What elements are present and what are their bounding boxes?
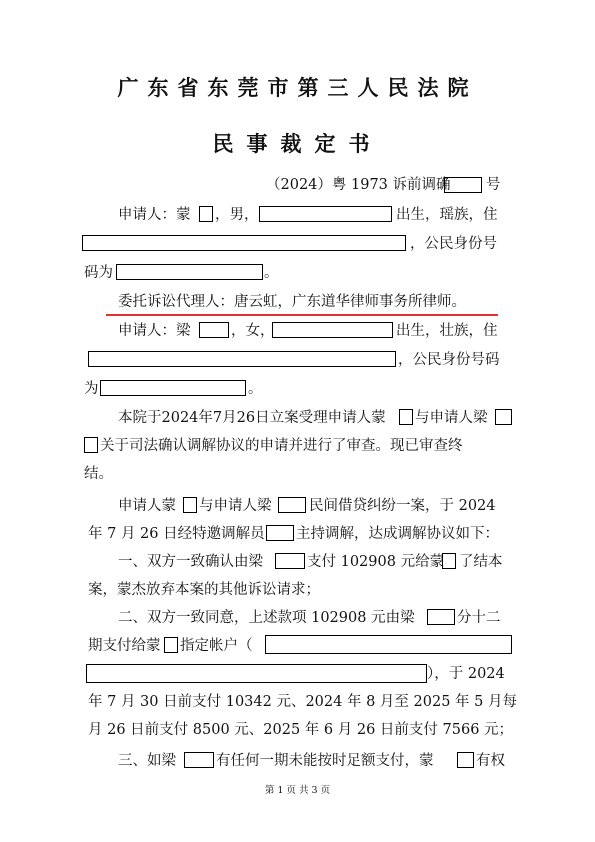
redaction-box xyxy=(427,609,455,625)
redaction-box xyxy=(164,637,178,653)
redaction-box xyxy=(457,752,474,768)
redaction-box xyxy=(442,553,456,569)
applicant1-gender: ，男， xyxy=(215,207,259,223)
mediation-text-d: 年 7 月 26 日经特邀调解员 xyxy=(88,526,265,542)
mediation-text-c: 民间借贷纠纷一案，于 2024 xyxy=(309,498,496,514)
red-underline xyxy=(106,314,498,316)
applicant1-birth-ethnicity: 出生，瑶族，住 xyxy=(396,207,498,223)
mediation-text-b: 与申请人梁 xyxy=(199,498,272,514)
redaction-box xyxy=(183,497,197,513)
case-number-suffix: 号 xyxy=(486,177,501,193)
item2-text-d: 指定帐户（ xyxy=(180,638,253,654)
item1-text-d: 案，蒙杰放弃本案的其他诉讼请求； xyxy=(88,582,320,598)
item2-text-c: 期支付给蒙 xyxy=(88,638,161,654)
page-number: 第 1 页 共 3 页 xyxy=(264,785,331,796)
redaction-box xyxy=(100,380,246,396)
case-number-prefix: （2024）粤 1973 诉前调确 xyxy=(266,177,451,193)
applicant2-id-label: ，公民身份号码 xyxy=(398,352,500,368)
item2-text-f: 年 7 月 30 日前支付 10342 元、2024 年 8 月至 2025 年 5 月每 xyxy=(88,694,517,710)
redaction-box xyxy=(495,409,512,425)
applicant1-id-prefix: 码为 xyxy=(84,265,113,281)
item2-text-g: 月 26 日前支付 8500 元、2025 年 6 月 26 日前支付 7566 元； xyxy=(88,722,514,738)
redaction-box xyxy=(272,322,393,338)
applicant2-id-prefix: 为 xyxy=(84,381,99,397)
redaction-box xyxy=(86,664,427,683)
redaction-box xyxy=(84,437,98,453)
applicant2-label: 申请人：梁 xyxy=(118,323,191,339)
redaction-box xyxy=(259,206,392,222)
redaction-box xyxy=(88,351,396,367)
item3-text-b: 有任何一期未能按时足额支付，蒙 xyxy=(216,753,434,769)
applicant2-birth-ethnicity: 出生，壮族，住 xyxy=(396,323,498,339)
mediation-text-e: 主持调解，达成调解协议如下： xyxy=(296,526,499,542)
item3-text-c: 有权 xyxy=(476,753,505,769)
redaction-box xyxy=(199,206,213,222)
document-title: 民事裁定书 xyxy=(212,131,383,156)
redaction-box xyxy=(444,177,482,193)
applicant1-label: 申请人：蒙 xyxy=(118,207,191,223)
item2-text-e: ），于 2024 xyxy=(427,666,505,682)
item1-text-c: 了结本 xyxy=(459,554,503,570)
item1-text-b: 支付 102908 元给蒙 xyxy=(307,554,445,570)
redaction-box xyxy=(184,752,214,768)
applicant2-id-end: 。 xyxy=(248,381,263,397)
acceptance-text-b: 与申请人梁 xyxy=(415,410,488,426)
item2-text-b: 分十二 xyxy=(457,610,501,626)
redaction-box xyxy=(199,322,229,338)
court-name: 广东省东莞市第三人民法院 xyxy=(117,75,478,100)
agent-line: 委托诉讼代理人：唐云虹，广东道华律师事务所律师。 xyxy=(118,294,466,310)
redaction-box xyxy=(275,553,305,569)
acceptance-text-a: 本院于2024年7月26日立案受理申请人蒙 xyxy=(118,410,386,426)
mediation-text-a: 申请人蒙 xyxy=(118,498,176,514)
item2-text-a: 二、双方一致同意，上述款项 102908 元由梁 xyxy=(118,610,415,626)
applicant2-gender: ，女， xyxy=(231,323,275,339)
acceptance-text-d: 结。 xyxy=(84,466,113,482)
item3-text-a: 三、如梁 xyxy=(118,753,176,769)
redaction-box xyxy=(266,525,294,541)
applicant1-id-end: 。 xyxy=(264,265,279,281)
redaction-box xyxy=(278,497,306,513)
item1-text-a: 一、双方一致确认由梁 xyxy=(118,554,263,570)
acceptance-text-c: 关于司法确认调解协议的申请并进行了审查。现已审查终 xyxy=(100,438,463,454)
redaction-box xyxy=(399,409,413,425)
applicant1-id-label: ，公民身份号 xyxy=(410,236,497,252)
redaction-box xyxy=(82,235,406,251)
redaction-box xyxy=(116,264,263,280)
redaction-box xyxy=(265,635,512,654)
